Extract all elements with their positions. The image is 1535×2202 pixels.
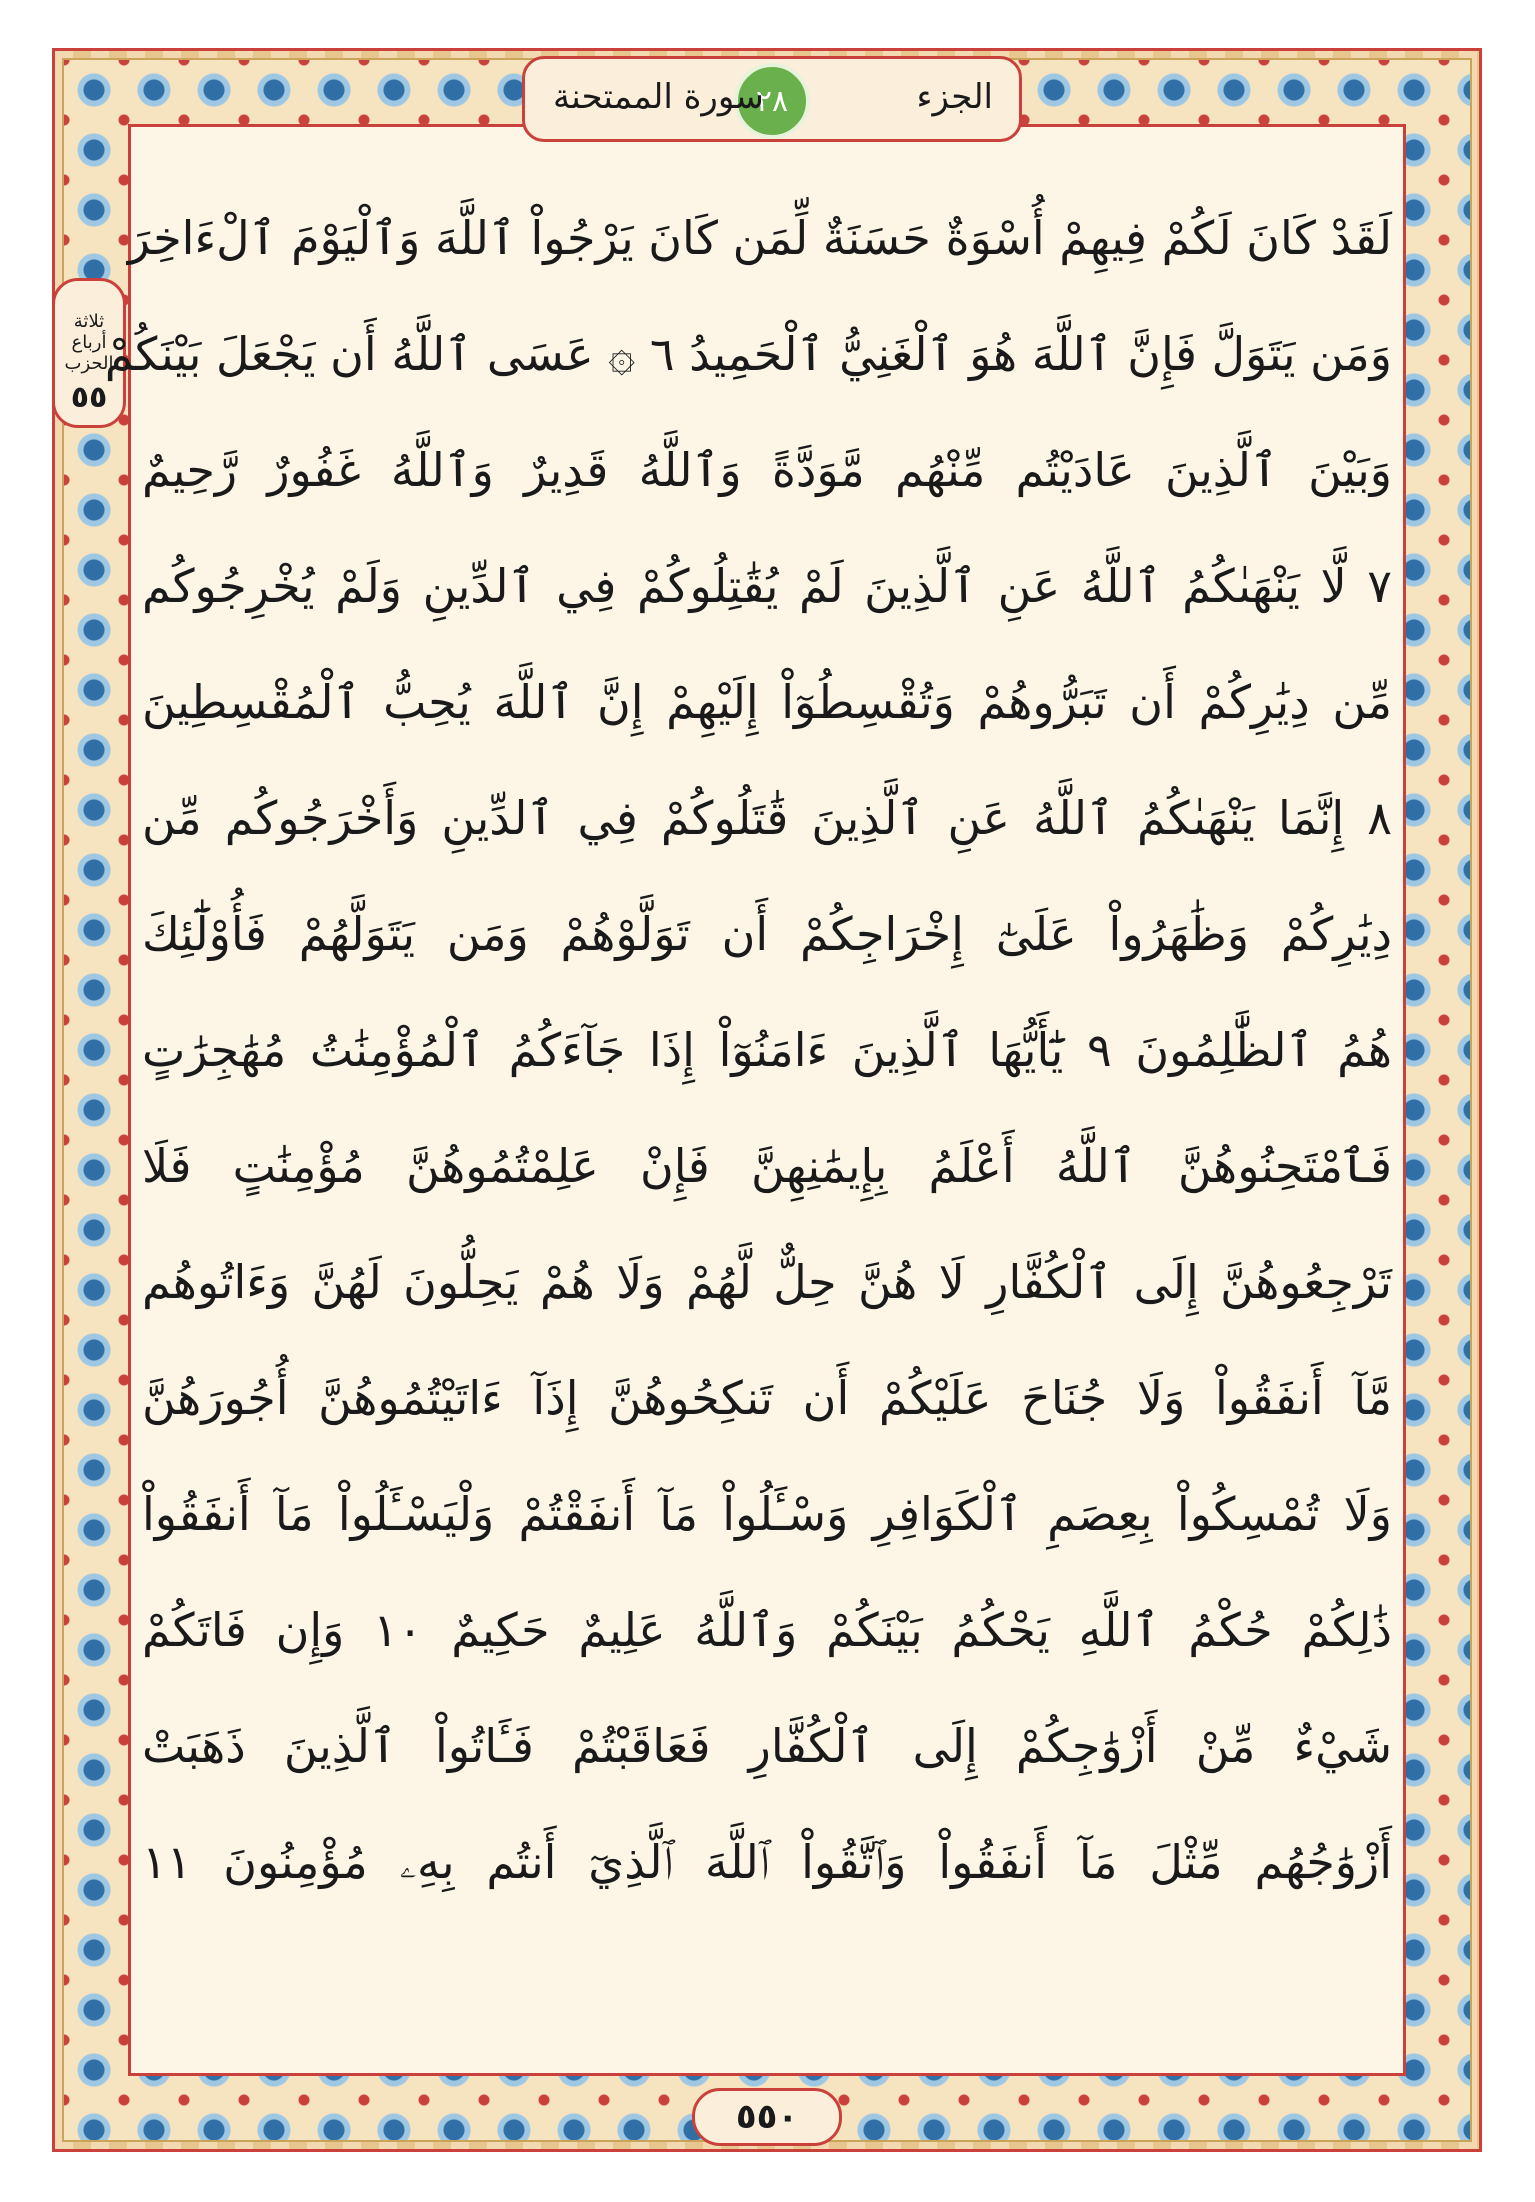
page-number: ٥٥٠ [692, 2088, 842, 2146]
text-line: ذَٰلِكُمْ حُكْمُ ٱللَّهِ يَحْكُمُ بَيْنَكُمْ وَٱللَّهُ عَلِيمٌ حَكِيمٌ ١٠ وَإِن فَاتَكُمْ [142, 1603, 1392, 1657]
text-line: فَٱمْتَحِنُوهُنَّ ٱللَّهُ أَعْلَمُ بِإِيمَٰنِهِنَّ فَإِنْ عَلِمْتُمُوهُنَّ مُؤْمِنَٰتٍ فَلَا [142, 1139, 1392, 1193]
mushaf-page [52, 48, 1482, 2152]
juz-label: الجزء [916, 77, 993, 117]
hizb-label: ثلاثة أرباع الحزب [64, 311, 114, 374]
text-line: وَلَا تُمْسِكُواْ بِعِصَمِ ٱلْكَوَافِرِ وَسْـَٔلُواْ مَآ أَنفَقْتُمْ وَلْيَسْـَٔلُواْ مَآ أَنفَقُواْ [142, 1487, 1392, 1541]
text-line: ٧ لَّا يَنْهَىٰكُمُ ٱللَّهُ عَنِ ٱلَّذِينَ لَمْ يُقَٰتِلُوكُمْ فِي ٱلدِّينِ وَلَمْ يُخْرِجُوكُم [142, 559, 1392, 613]
page-header [522, 56, 1022, 142]
hizb-number: ٥٥ [70, 380, 108, 415]
quran-text [104, 188, 1393, 2002]
text-line: ٨ إِنَّمَا يَنْهَىٰكُمُ ٱللَّهُ عَنِ ٱلَّذِينَ قَٰتَلُوكُمْ فِي ٱلدِّينِ وَأَخْرَجُوكُم مِّن [142, 791, 1392, 845]
text-line: مَّآ أَنفَقُواْ وَلَا جُنَاحَ عَلَيْكُمْ أَن تَنكِحُوهُنَّ إِذَآ ءَاتَيْتُمُوهُنَّ أُجُورَهُنَّ [142, 1371, 1392, 1425]
text-line: هُمُ ٱلظَّٰلِمُونَ ٩ يَٰٓأَيُّهَا ٱلَّذِينَ ءَامَنُوٓاْ إِذَا جَآءَكُمُ ٱلْمُؤْمِنَٰتُ مُهَٰجِرَٰتٍ [142, 1023, 1393, 1077]
text-line: شَيْءٌ مِّنْ أَزْوَٰجِكُمْ إِلَى ٱلْكُفَّارِ فَعَاقَبْتُمْ فَـَٔاتُواْ ٱلَّذِينَ ذَهَبَتْ [142, 1719, 1392, 1773]
juz-number-medallion: ٢٨ [734, 63, 810, 139]
text-line: وَبَيْنَ ٱلَّذِينَ عَادَيْتُم مِّنْهُم مَّوَدَّةً وَٱللَّهُ قَدِيرٌ وَٱللَّهُ غَفُورٌ رَّحِيمٌ [142, 443, 1392, 497]
surah-name: سورة الممتحنة [553, 77, 764, 117]
text-line: أَزْوَٰجُهُم مِّثْلَ مَآ أَنفَقُواْ وَٱتَّقُواْ ٱللَّهَ ٱلَّذِيٓ أَنتُم بِهِۦ مُؤْمِنُونَ ١١ [142, 1835, 1392, 1889]
text-line: وَمَن يَتَوَلَّ فَإِنَّ ٱللَّهَ هُوَ ٱلْغَنِيُّ ٱلْحَمِيدُ ٦ ۞ عَسَى ٱللَّهُ أَن يَجْعَلَ بَيْنَكُمْ [104, 327, 1392, 381]
text-line: دِيَٰرِكُمْ وَظَٰهَرُواْ عَلَىٰٓ إِخْرَاجِكُمْ أَن تَوَلَّوْهُمْ وَمَن يَتَوَلَّهُمْ فَأُوْلَٰٓئِكَ [142, 907, 1392, 961]
text-line: تَرْجِعُوهُنَّ إِلَى ٱلْكُفَّارِ لَا هُنَّ حِلٌّ لَّهُمْ وَلَا هُمْ يَحِلُّونَ لَهُنَّ وَءَاتُوهُم [142, 1255, 1392, 1309]
text-line: مِّن دِيَٰرِكُمْ أَن تَبَرُّوهُمْ وَتُقْسِطُوٓاْ إِلَيْهِمْ إِنَّ ٱللَّهَ يُحِبُّ ٱلْمُقْسِطِينَ [142, 675, 1392, 729]
text-line: لَقَدْ كَانَ لَكُمْ فِيهِمْ أُسْوَةٌ حَسَنَةٌ لِّمَن كَانَ يَرْجُواْ ٱللَّهَ وَٱلْيَوْمَ ٱلْءَاخِرَ [127, 211, 1392, 265]
